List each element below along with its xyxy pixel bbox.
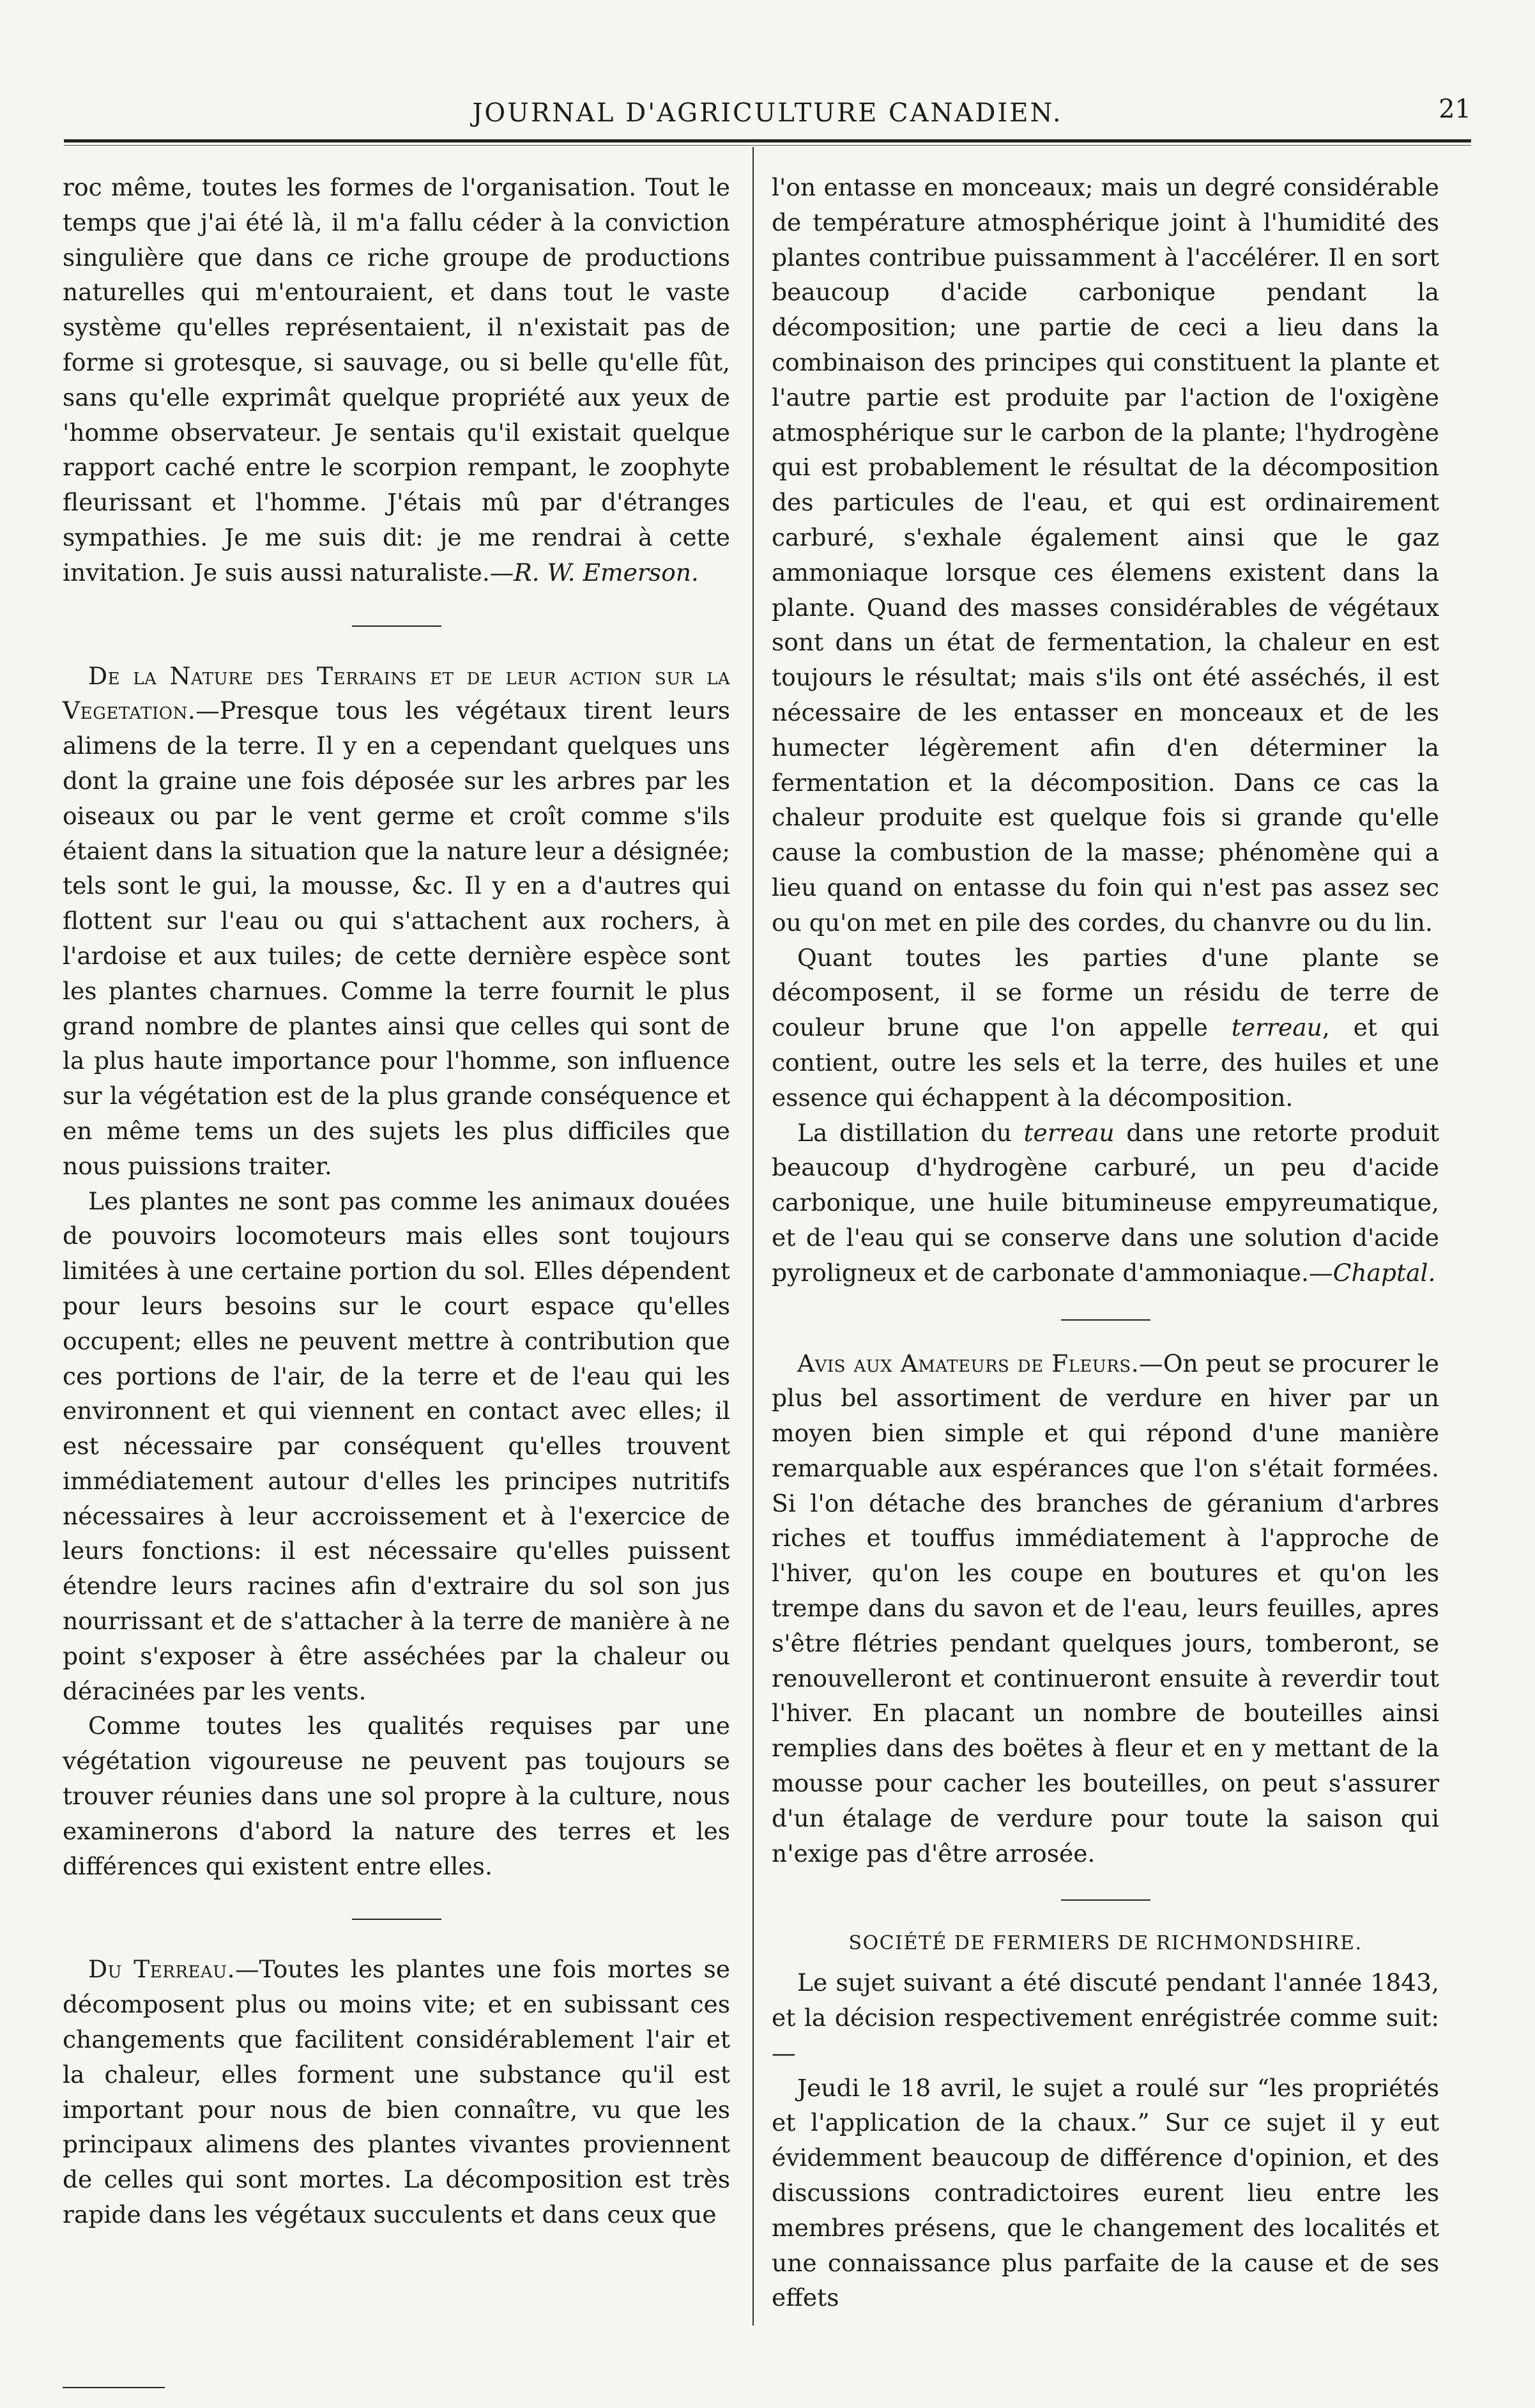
societe-paragraph-2: Jeudi le 18 avril, le sujet a roulé sur “les propriétés et l'application de la chaux.” Sur ce sujet il y eut évidemment beaucoup de différence d'opinion, et des discussions contradictoires eurent lieu entre les membres présens, que le changement des localités et une connaissance plus parfaite de la cause et de ses effets [772,2073,1439,2312]
nature-article-lead [63,659,730,1184]
terreau-paragraph-2 [772,940,1439,1116]
nature-article-title: De la Nature des Terrains et de leur action sur la Vegetation. [63,661,730,725]
societe-paragraph-1: Le sujet suivant a été discuté pendant l'année 1843, et la décision respectivement enrégistrée comme suit:— [772,1968,1439,2067]
fleurs-article-lead [772,1346,1439,1871]
societe-heading: SOCIÉTÉ DE FERMIERS DE RICHMONDSHIRE. [848,1932,1363,1955]
nature-paragraph-3: Comme toutes les qualités requises par une végétation vigoureuse ne peuvent pas toujours se trouver réunies dans une sol propre à la culture, nous examinerons d'abord la nature des terres et les différences qui existent entre elles. [63,1712,730,1880]
nature-paragraph-2: Les plantes ne sont pas comme les animaux douées de pouvoirs locomoteurs mais elles sont toujours limitées à une certaine portion du sol. Elles dépendent pour leurs besoins sur le court espace qu'elles occupent; elles ne peuvent mettre à contribution que ces portions de l'air, de la terre et de l'eau qui les environnent et qui viennent en contact avec elles; il est nécessaire par conséquent qu'elles trouvent immédiatement autour d'elles les principes nutritifs nécessaires à leur accroissement et à l'exercice de leurs fonctions: il est nécessaire qu'elles puissent étendre leurs racines afin d'extraire du sol son jus nourrissant et de s'attacher à la terre de manière à ne point s'exposer à être asséchées par la chaleur ou déracinées par les vents. [63,1186,730,1705]
journal-title: JOURNAL D'AGRICULTURE CANADIEN. [472,98,1063,128]
terreau-term: terreau [1023,1118,1115,1147]
terreau-article-lead [63,1952,730,2232]
terreau-p2-text: Quant toutes les parties d'une plante se décomposent, il se forme un résidu de terre de couleur brune que l'on appelle [772,943,1439,1042]
terreau-paragraph-1: —Toutes les plantes une fois mortes se décomposent plus ou moins vite; et en subissant ces changements que facilitent considérablement l'air et la chaleur, elles forment une substance qu'il est important pour nous de bien connaître, vu que les principaux alimens des plantes vivantes proviennent de celles qui sont mortes. La décomposition est très rapide dans les végétaux succulents et dans ceux que [63,1955,731,2229]
terreau-term: terreau [1231,1013,1322,1042]
emerson-paragraph [63,170,730,590]
fleurs-article-title: Avis aux Amateurs de Fleurs. [797,1349,1140,1377]
page-number: 21 [1439,95,1471,124]
section-divider [352,1919,441,1920]
terreau-p3-text: La distillation du [797,1118,1024,1147]
emerson-text: roc même, toutes les formes de l'organisation. Tout le temps que j'ai été là, il m'a fallu céder à la conviction singulière que dans ce riche groupe de productions naturelles qui m'entouraient, et dans tout le vaste système qu'elles représentaient, il n'existait pas de forme si grotesque, si sauvage, ou si belle qu'elle fût, sans qu'elle exprimât quelque propriété aux yeux de 'homme observateur. Je sentais qu'il existait quelque rapport caché entre le scorpion rempant, le zoophyte fleurissant et l'homme. J'étais mû par d'étranges sympathies. Je me suis dit: je me rendrai à cette invitation. Je suis aussi naturaliste.— [63,173,730,587]
terreau-p2-text-end: , et qui contient, outre les sels et la terre, des huiles et une essence qui échappent à la décomposition. [772,1013,1439,1112]
section-divider [1061,1899,1150,1901]
terreau-article-title: Du Terreau. [88,1955,236,1984]
section-divider [1061,1319,1150,1321]
nature-paragraph-1: —Presque tous les végétaux tirent leurs alimens de la terre. Il y en a cependant quelques uns dont la graine une fois déposée sur les arbres par les oiseaux ou par le vent germe et croît comme s'ils étaient dans la situation que la nature leur a désignée; tels sont le gui, la mousse, &c. Il y en a d'autres qui flottent sur l'eau ou qui s'attachent aux rochers, à l'ardoise et aux tuiles; de cette dernière espèce sont les plantes charnues. Comme la terre fournit le plus grand nombre de plantes ainsi que celles qui sont de la plus haute importance pour l'homme, son influence sur la végétation est de la plus grande conséquence et en même tems un des sujets les plus difficiles que nous puissions traiter. [63,696,730,1180]
running-head [51,70,1484,128]
terreau-continuation: l'on entasse en monceaux; mais un degré considérable de température atmosphérique joint à l'humidité des plantes contribue puissamment à l'accélérer. Il en sort beaucoup d'acide carbonique pendant la décomposition; une partie de ceci a lieu dans la combinaison des principes qui constituent la plante et l'autre partie est produite par l'action de l'oxigène atmosphérique sur le carbon de la plante; l'hydrogène qui est probablement le résultat de la décomposition des particules de l'eau, et qui est ordinairement carburé, s'exhale également ainsi que le gaz ammoniaque lorsque ces élemens existent dans la plante. Quand des masses considérables de végétaux sont dans un état de fermentation, la chaleur en est toujours le résultat; mais s'ils ont été asséchés, il est nécessaire de les entasser en monceaux et de les humecter légèrement afin d'en déterminer la fermentation et la décomposition. Dans ce cas la chaleur produite est quelque fois si grande qu'elle cause la combustion de la masse; phénomène qui a lieu quand on entasse du foin qui n'est pas assez sec ou qu'on met en pile des cordes, du chanvre ou du lin. [772,173,1439,937]
header-rule [64,139,1471,146]
right-column [772,170,1439,2315]
section-divider [352,625,441,627]
emerson-attribution: R. W. Emerson. [514,558,699,587]
chaptal-attribution: Chaptal. [1333,1258,1436,1287]
left-column [63,170,730,2232]
fleurs-paragraph-1: —On peut se procurer le plus bel assortiment de verdure en hiver par un moyen bien simple et qui répond d'une manière remarquable aux espérances que l'on s'était formées. Si l'on détache des branches de géranium d'arbres riches et touffus immédiatement à l'approche de l'hiver, qu'on les coupe en boutures et qu'on les trempe dans du savon et de l'eau, leurs feuilles, apres s'être flétries pendant quelques jours, tomberont, se renouvelleront et continueront ensuite à reverdir tout l'hiver. En placant un nombre de bouteilles ainsi remplies dans des boëtes à fleur et en y mettant de la mousse pour cacher les bouteilles, on peut s'assurer d'un étalage de verdure pour toute la saison qui n'exige pas d'être arrosée. [772,1349,1439,1867]
footer-rule [63,2387,165,2388]
terreau-paragraph-3 [772,1116,1439,1291]
column-divider [752,147,754,2326]
terreau-p3-text-end: dans une retorte produit beaucoup d'hydrogène carburé, un peu d'acide carbonique, une huile bitumineuse empyreumatique, et de l'eau qui se conserve dans une solution d'acide pyroligneux et de carbonate d'ammoniaque.— [772,1118,1439,1287]
